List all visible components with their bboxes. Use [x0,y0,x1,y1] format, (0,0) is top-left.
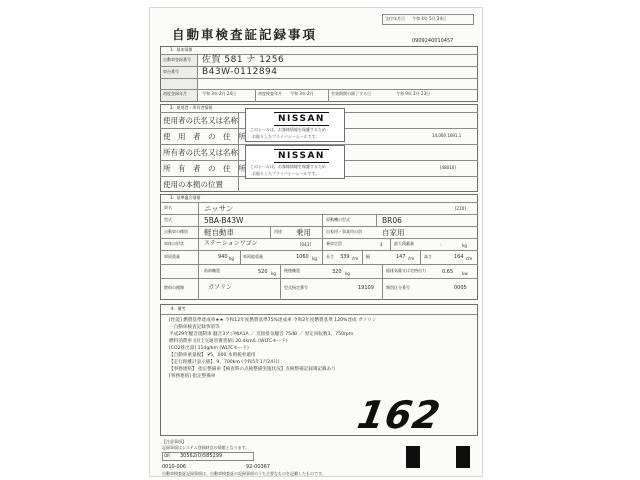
weight-label: 車両重量 [164,254,180,259]
maker-label: 車名 [164,205,172,210]
nissan-logo: NISSAN [274,112,329,126]
remarks-line: 【走行距離計表示値】 9，700km (令和5年1月24日) [169,360,280,365]
registration-number-label: 自動車登録番号 [163,57,191,62]
gross-weight-unit: kg [312,256,317,261]
width-unit: cm [408,256,415,261]
sticker-text-line2: お貼りしたプライバシーシールです。 [252,134,320,139]
length-unit: cm [352,256,359,261]
use-label: 用途 [274,229,282,234]
remarks-heading: 4．備考 [171,306,186,311]
owner-info-heading: 2．使用者・所有者情報 [170,105,213,110]
remarks-line: 燃料消費率 (国土交通省審査値) 20.4km/L (WLTCモード) [169,339,288,344]
height: 164 [454,254,464,260]
redaction-mark [456,446,470,468]
remarks-line: 平成29年騒音規制車 騒音3アジMIA1A ／ 近接排気騒音 75dB ／ 原定回転数3，750rpm [169,332,354,337]
owner-address-label: 所 有 者 の 住 所 [163,164,246,173]
fuel-label: 燃料の種類 [164,285,184,290]
sticker-text-line2: お貼りしたプライバシーシールです。 [252,171,320,176]
issue-date: 令和 4年 5月 24日 [412,16,446,21]
document-title: 自動車検査証記録事項 [172,27,318,42]
redaction-mark [406,446,420,468]
usage-label: 自家用・事業用の別 [326,229,362,234]
first-registration-label: 初度登録年月 [163,91,187,96]
first-inspection-label: 初度検査年月 [258,91,282,96]
body-shape: ステーションワゴン [204,240,258,247]
footer-bottom-note: 自動車検査証記録事項は、自動車検査証の記録事項のうち主要なものを記載したものです。 [162,471,326,476]
height-label: 高さ [424,254,432,259]
remarks-line: 【事務連絡】 指定整備車【検査時の点検整備実施状況】点検整備記録簿記載あり [169,367,336,372]
rear-axle-label: 後後軸重 [284,268,300,273]
displacement-label: 総排気量又は定格出力 [386,268,426,273]
weight-unit: kg [229,256,234,261]
displacement-unit: kw [462,271,468,276]
capacity: 4 [380,242,383,247]
model-number: 19109 [358,285,374,291]
body-code: [043] [300,242,311,247]
rear-axle-unit: kg [345,271,350,276]
class-number: 0005 [454,285,467,291]
max-load-unit: kg [462,243,467,248]
max-load-label: 最大積載量 [394,241,414,246]
maker-code: [210] [455,206,466,211]
capacity-label: 乗車定員 [326,241,342,246]
gross-weight: 1060 [296,254,309,260]
vehicle-use: 乗用 [296,228,311,237]
user-address-label: 使 用 者 の 住 所 [163,132,246,141]
first-inspection-date: 令和 3年 2月 [290,91,314,96]
gross-weight-label: 車両総重量 [243,254,263,259]
engine-label: 原動機の型式 [326,217,350,222]
width: 147 [396,254,406,260]
sticker-text-line1: このシールは、お客様情報を保護するため [250,164,326,169]
vehicle-weight: 940 [218,254,228,260]
remarks-line: [性能] 燃費基準達成車★★ 令和12年度燃費基準75%達成車 令和2年度燃費基準 120%達成 ガソリン [169,318,377,323]
length: 339 [340,254,350,260]
batch-number: 92-00367 [246,464,271,470]
displacement: 0.65 [442,269,454,275]
remarks-line: 一自動車検査記録事項等 [169,325,220,330]
expiry-label: 有効期間の満了する日 [331,91,371,96]
code-number: 30562(0)585299 [180,453,223,459]
form-number: 0010-006 [162,464,187,470]
vehicle-kind: 軽自動車 [204,228,234,237]
maker: ニッサン [204,204,234,213]
user-name-label: 使用者の氏名又は名称 [163,116,238,125]
issue-date-label: 交付年月日 [385,16,405,21]
spec-heading: 3．基準適合情報 [170,195,201,200]
basic-info-heading: 1．基本情報 [170,47,193,52]
max-load: - [440,242,442,247]
model-type: 5BA-B43W [204,216,244,225]
front-axle-label: 前前軸重 [204,268,220,273]
user-address-note: 14,000 1691.1 [432,133,462,138]
type-label: 型式 [164,217,172,222]
code-label: QR [164,453,170,458]
remarks-line: [事務連絡] 指定整備車 [169,374,216,379]
expiry-date: 令和 9年 2月 23日 [396,91,430,96]
width-label: 幅 [366,254,370,259]
handwritten-number: 162 [354,393,445,437]
chassis-number-label: 車台番号 [163,69,179,74]
remarks-line: 【自動車重量税】 ¥5，000 本則税率適用 [169,353,256,358]
registration-number: 佐賀 581 ナ 1256 [202,55,285,65]
body-label: 車体の形状 [164,241,184,246]
owner-name-label: 所有者の氏名又は名称 [163,148,238,157]
class-number-label: 類別区分番号 [386,285,410,290]
rear-axle-weight: 320 [332,269,342,275]
height-unit: cm [466,256,473,261]
engine-type: BR06 [382,216,402,225]
usage-type: 自家用 [382,228,405,237]
front-axle-weight: 520 [258,269,268,275]
privacy-sticker-user [245,108,345,142]
first-registration-date: 令和 3年 2月 24日 [202,91,236,96]
remarks-line: [CO2排出量] 114g/km (WLTCモード) [169,346,249,351]
owner-address-note: [48010] [440,165,456,170]
base-location-label: 使用の本拠の位置 [163,180,223,189]
chassis-number: B43W-0112894 [202,67,278,77]
fuel-type: ガソリン [208,284,233,291]
front-axle-unit: kg [271,271,276,276]
footer-notice-text: 記録事項はシステム登録時点の情報となります。 [162,445,250,450]
model-number-label: 型式指定番号 [284,285,308,290]
document-number: 0909240010457 [412,38,454,44]
nissan-logo: NISSAN [274,149,329,163]
privacy-sticker-owner [245,145,345,179]
length-label: 長さ [326,254,334,259]
document-sheet [150,8,482,476]
footer-notice-heading: 【注意事項】 [162,439,186,444]
kind-label: 自動車の種別 [164,229,188,234]
sticker-text-line1: このシールは、お客様情報を保護するため [250,127,326,132]
